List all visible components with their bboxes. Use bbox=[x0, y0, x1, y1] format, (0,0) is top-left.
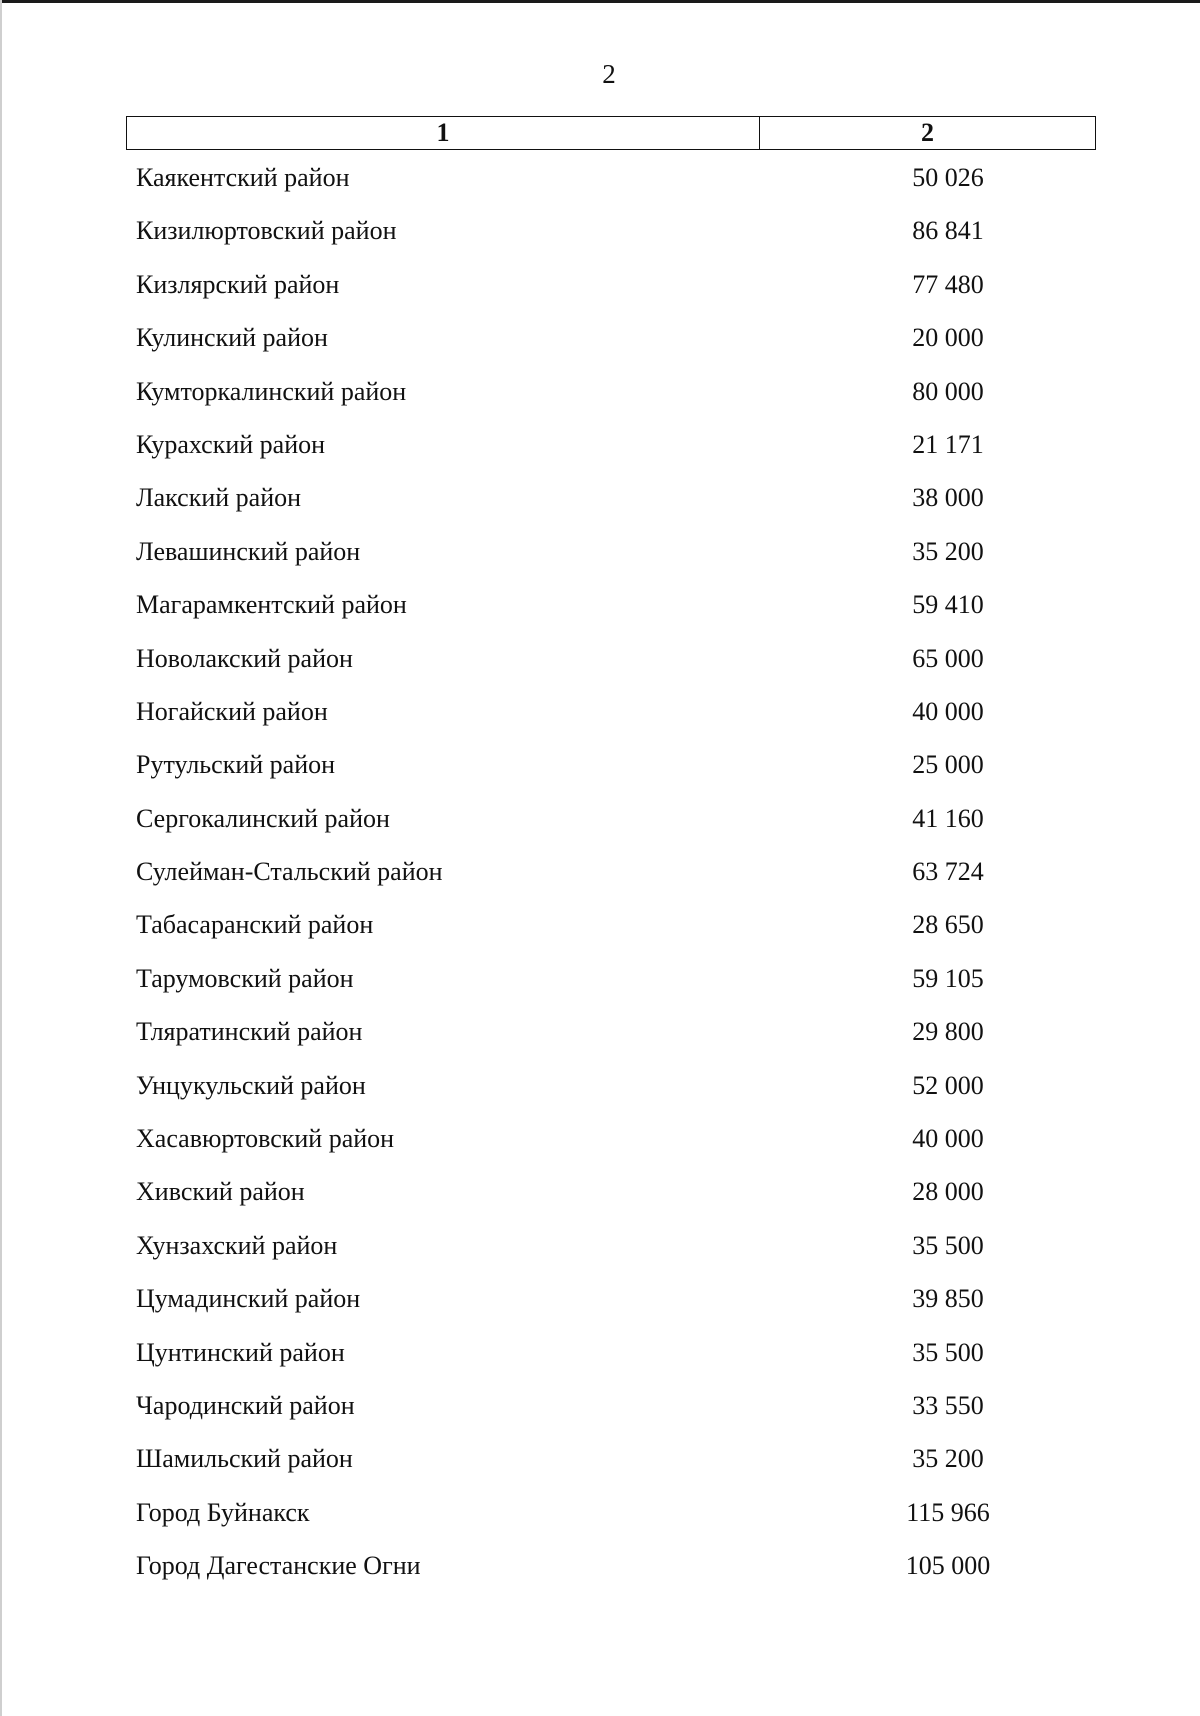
row-name: Табасаранский район bbox=[136, 910, 374, 940]
table-row bbox=[136, 423, 1036, 476]
table-body bbox=[136, 156, 1036, 1598]
table-row bbox=[136, 316, 1036, 369]
table-row bbox=[136, 1170, 1036, 1223]
page-number: 2 bbox=[602, 59, 616, 89]
table-row bbox=[136, 690, 1036, 743]
row-value: 20 000 bbox=[912, 323, 984, 353]
row-value: 50 026 bbox=[912, 163, 984, 192]
row-value: 21 171 bbox=[912, 429, 984, 459]
row-value: 52 000 bbox=[912, 1070, 984, 1100]
row-value: 35 200 bbox=[912, 536, 984, 566]
table-row bbox=[136, 797, 1036, 850]
table-row bbox=[136, 637, 1036, 690]
row-value: 59 105 bbox=[912, 963, 984, 993]
table-row bbox=[136, 209, 1036, 262]
table-row bbox=[136, 156, 1036, 209]
row-name: Кизилюртовский район bbox=[136, 216, 397, 246]
table-row bbox=[136, 263, 1036, 316]
table-row bbox=[136, 1224, 1036, 1277]
table-row bbox=[136, 743, 1036, 796]
row-value: 25 000 bbox=[912, 750, 984, 780]
row-value: 29 800 bbox=[912, 1017, 984, 1047]
row-name: Хивский район bbox=[136, 1177, 305, 1207]
row-value: 33 550 bbox=[912, 1390, 984, 1420]
table-row bbox=[136, 1117, 1036, 1170]
row-value: 86 841 bbox=[912, 216, 984, 246]
row-value: 28 000 bbox=[912, 1177, 984, 1207]
row-name: Хасавюртовский район bbox=[136, 1124, 395, 1154]
row-value: 105 000 bbox=[905, 1551, 991, 1581]
row-value: 115 966 bbox=[906, 1497, 990, 1527]
table-row bbox=[136, 850, 1036, 903]
row-value: 63 724 bbox=[912, 857, 984, 887]
row-name: Унцукульский район bbox=[136, 1070, 366, 1100]
row-value: 38 000 bbox=[912, 483, 984, 513]
row-value: 59 410 bbox=[912, 590, 984, 620]
row-value: 41 160 bbox=[912, 803, 984, 833]
table-row bbox=[136, 1277, 1036, 1330]
row-name: Новолакский район bbox=[136, 643, 353, 673]
row-name: Чародинский район bbox=[136, 1390, 355, 1420]
row-name: Хунзахский район bbox=[136, 1230, 338, 1260]
row-name: Город Буйнакск bbox=[136, 1497, 310, 1527]
table-row bbox=[136, 1331, 1036, 1384]
row-value: 65 000 bbox=[912, 643, 984, 673]
row-name: Кизлярский район bbox=[136, 269, 340, 299]
table-row bbox=[136, 476, 1036, 529]
row-name: Город Дагестанские Огни bbox=[136, 1551, 421, 1581]
row-name: Курахский район bbox=[136, 429, 326, 459]
row-name: Тляратинский район bbox=[136, 1017, 363, 1047]
table-header-col-2: 2 bbox=[921, 118, 934, 147]
table-row bbox=[136, 1064, 1036, 1117]
row-name: Лакский район bbox=[136, 483, 302, 513]
table-row bbox=[136, 583, 1036, 636]
row-name: Шамильский район bbox=[136, 1444, 353, 1474]
table-row bbox=[136, 370, 1036, 423]
row-value: 35 500 bbox=[912, 1230, 984, 1260]
row-name: Левашинский район bbox=[136, 536, 361, 566]
row-name: Тарумовский район bbox=[136, 963, 354, 993]
table-header bbox=[126, 116, 1096, 150]
row-name: Сулейман-Стальский район bbox=[136, 857, 443, 887]
row-value: 28 650 bbox=[912, 910, 984, 940]
row-name: Кумторкалинский район bbox=[136, 376, 407, 406]
scan-edge-left bbox=[0, 0, 2, 1716]
table-row bbox=[136, 903, 1036, 956]
table-row bbox=[136, 1491, 1036, 1544]
row-value: 39 850 bbox=[912, 1284, 984, 1314]
row-value: 40 000 bbox=[912, 696, 984, 726]
table-row bbox=[136, 957, 1036, 1010]
row-name: Кулинский район bbox=[136, 323, 328, 353]
row-name: Ногайский район bbox=[136, 696, 328, 726]
row-name: Магарамкентский район bbox=[136, 590, 407, 620]
table-row bbox=[136, 1384, 1036, 1437]
row-name: Цунтинский район bbox=[136, 1337, 345, 1367]
table-row bbox=[136, 1437, 1036, 1490]
row-value: 35 200 bbox=[912, 1444, 984, 1474]
table-row bbox=[136, 1544, 1036, 1597]
row-value: 77 480 bbox=[912, 269, 984, 299]
table-row bbox=[136, 1010, 1036, 1063]
table-header-col-1: 1 bbox=[127, 117, 760, 149]
row-value: 40 000 bbox=[912, 1124, 984, 1154]
row-value: 35 500 bbox=[912, 1337, 984, 1367]
row-value: 80 000 bbox=[912, 376, 984, 406]
row-name: Рутульский район bbox=[136, 750, 336, 780]
scan-edge-top bbox=[0, 0, 1200, 3]
table-row bbox=[136, 530, 1036, 583]
row-name: Каякентский район bbox=[136, 163, 350, 192]
row-name: Цумадинский район bbox=[136, 1284, 361, 1314]
row-name: Сергокалинский район bbox=[136, 803, 390, 833]
